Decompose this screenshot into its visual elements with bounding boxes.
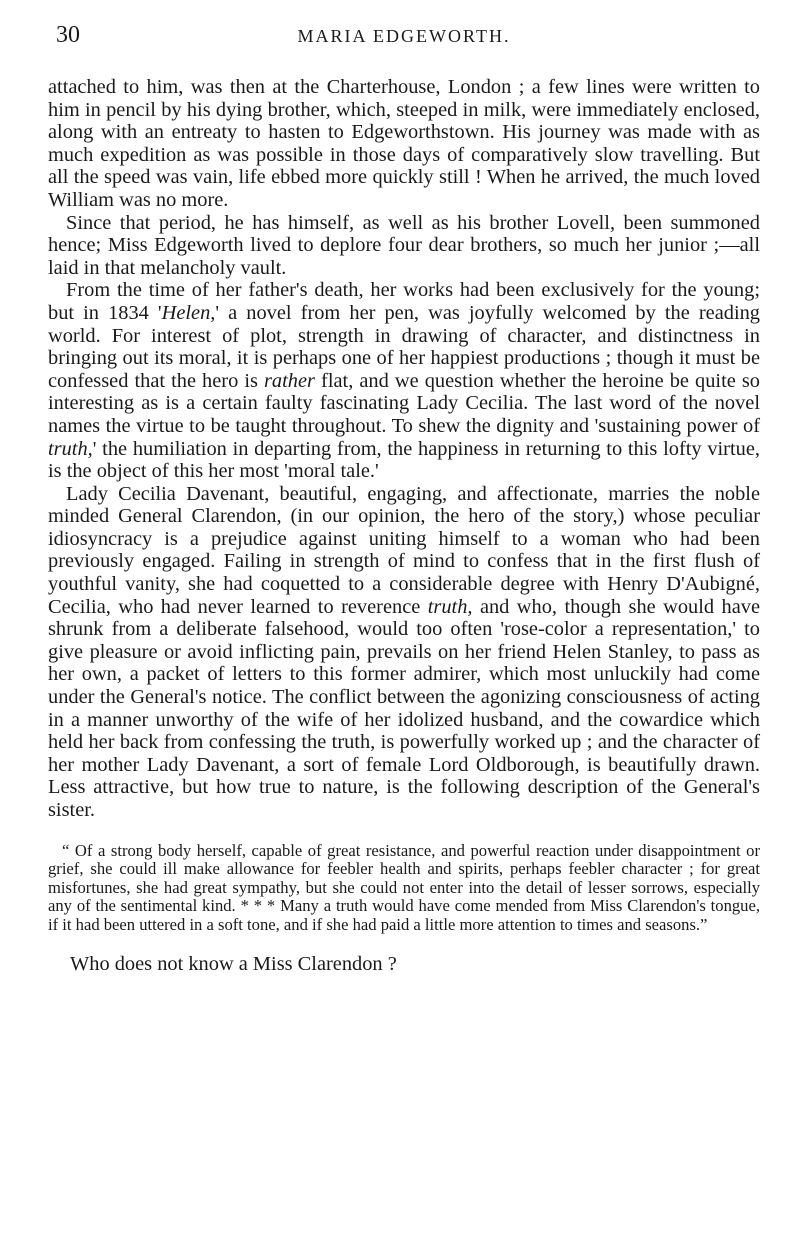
paragraph xyxy=(48,76,760,212)
running-head xyxy=(48,22,760,56)
text-segment: ' a novel from her pen, was joyfully welcomed by the reading world. For interest of plot, strength in drawing of character, and distinctness in bringing out its moral, it is perhaps one of her happiest productions ; though it must be confessed that the hero is xyxy=(48,301,760,392)
paragraph xyxy=(48,212,760,280)
book-page xyxy=(48,22,760,975)
closing-line: Who does not know a Miss Clarendon ? xyxy=(70,952,397,975)
italic-text: rather xyxy=(264,369,315,392)
text-segment: attached to him, was then at the Charterhouse, London ; a few lines were written to him in pencil by his dying brother, which, steeped in milk, were immediately enclosed, along with an entreaty to hasten to Edgeworthstown. His journey was made with as much expedition as was possible in those days of comparatively slow travelling. But all the speed was vain, life ebbed more quickly still ! When he arrived, the much loved William was no more. xyxy=(48,76,760,211)
page-number: 30 xyxy=(56,22,80,48)
block-quote: “ Of a strong body herself, capable of great resistance, and powerful reaction under disappointment or grief, she could ill make allowance for feebler health and spirits, perhaps feebler character ; for great misfortunes, she had great sympathy, but she could not enter into the detail of lesser sorrows, especially any of the sentimental kind. * * * Many a truth would have come mended from Miss Clarendon's tongue, if it had been uttered in a soft tone, and if she had paid a little more attention to times and seasons.” xyxy=(48,840,760,934)
body-text xyxy=(48,76,760,822)
italic-text: truth, xyxy=(48,437,93,460)
italic-text: Helen, xyxy=(161,301,216,324)
text-segment: From the time of her father's death, her works had been exclusively for the young; but in 1834 ' xyxy=(48,279,760,324)
text-segment: Since that period, he has himself, as well as his brother Lovell, been summoned hence; Miss Edgeworth lived to deplore four dear brothers, so much her junior ;—all laid in that melancholy vault. xyxy=(48,211,760,279)
paragraph xyxy=(48,483,760,822)
running-title: MARIA EDGEWORTH. xyxy=(297,26,511,46)
text-segment: ' the humiliation in departing from, the happiness in returning to this lofty virtue, is the object of this her most 'moral tale.' xyxy=(48,437,760,483)
text-segment: Lady Cecilia Davenant, beautiful, engaging, and affectionate, marries the noble minded General Clarendon, (in our opinion, the hero of the story,) whose peculiar idiosyncracy is a prejudice against uniting himself to a woman who had been previously engaged. Failing in strength of mind to confess that in the first flush of youthful vanity, she had coquetted to a considerable degree with Henry D'Aubigné, Cecilia, who had never learned to reverence xyxy=(48,482,760,618)
italic-text: truth, xyxy=(427,595,473,618)
text-segment: and who, though she would have shrunk from a deliberate falsehood, would too often 'rose-color a representation,' to give pleasure or avoid inflicting pain, prevails on her friend Helen Stanley, to pass as her own, a packet of letters to this former admirer, which most unluckily had come under the General's notice. The conflict between the agonizing consciousness of acting in a manner unworthy of the wife of her idolized husband, and the cowardice which held her back from confessing the truth, is powerfully worked up ; and the character of her mother Lady Davenant, a sort of female Lord Oldborough, is beautifully drawn. Less attractive, but how true to nature, is the following description of the General's sister. xyxy=(48,595,761,821)
paragraph xyxy=(48,279,760,482)
text-segment: flat, and we question whether the heroine be quite so interesting as is a certain faulty fascinating Lady Cecilia. The last word of the novel names the virtue to be taught throughout. To shew the dignity and 'sustaining power of xyxy=(48,369,760,437)
